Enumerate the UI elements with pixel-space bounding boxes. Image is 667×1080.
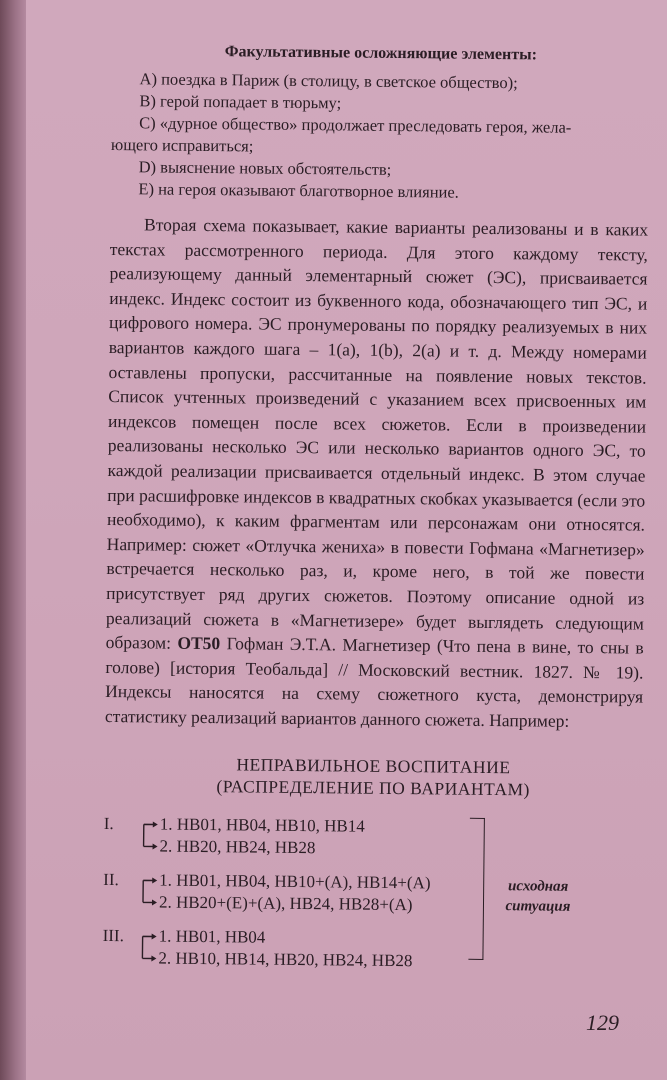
branch-arrow-icon — [138, 933, 160, 963]
bracket-label-line-1: исходная — [507, 878, 569, 896]
option-d: D) выяснение новых обстоятельств; — [138, 157, 392, 179]
variant-line-1: 1. НВ01, НВ04, НВ10, НВ14 — [159, 815, 365, 837]
paragraph-text-2: Гофман Э.Т.А. Магнетизер (Что пена в вине, то сны в голове) [история Теобальда] // Московский вестник. 1827. № 19). Индексы наносятся на схему сюжетного куста, демонстрируя статистику реализаций вариантов данного сюжета. Например: — [104, 633, 644, 731]
diagram-title-line-2: (РАСПРЕДЕЛЕНИЕ ПО ВАРИАНТАМ) — [216, 776, 531, 800]
book-page — [26, 0, 667, 1080]
group-numeral: II. — [103, 870, 119, 890]
bracket-label-line-2: ситуация — [505, 898, 571, 916]
bracket-label — [493, 877, 583, 918]
page-content — [102, 42, 650, 990]
variant-line-2: 2. НВ20+(Е)+(А), НВ24, НВ28+(А) — [158, 893, 413, 915]
variant-line-2: 2. НВ10, НВ14, НВ20, НВ24, НВ28 — [158, 949, 413, 971]
paragraph-text-1: Вторая схема показывает, какие варианты реализованы и в каких текстах рассмотренного периода. Для этого каждому тексту, реализующему данный элементарный сюжет (ЭС), присваивается индекс. Индекс состоит из буквенного кода, обозначающего тип ЭС, и цифрового номера. ЭС пронумерованы по порядку реализуемых в них вариантов каждого шага – 1(a), 1(b), 2(a) и т. д. Между номерами оставлены пропуски, рассчитанные на появление новых текстов. Список учтенных произведений с указанием всех присвоенных им индексов помещен после всех сюжетов. Если в произведении реализованы несколько ЭС или несколько вариантов одного ЭС, то каждой реализации присваивается отдельный индекс. В этом случае при расшифровке индексов в квадратных скобках указывается (если это необходимо), к каким фрагментам или персонажам они относятся. Например: сюжет «Отлучка жениха» в повести Гофмана «Магнетизер» встречается несколько раз, и, кроме него, в той же повести присутствует ряд других сюжетов. Поэтому описание одной из реализаций сюжета в «Магнетизере» будет выглядеть следующим образом: — [105, 214, 649, 653]
branch-arrow-icon — [139, 877, 161, 907]
option-c-continuation: ющего исправиться; — [110, 134, 254, 156]
page-number: 129 — [586, 1010, 619, 1035]
branch-arrow-icon — [140, 821, 162, 851]
group-numeral: III. — [102, 926, 124, 946]
grouping-bracket — [468, 818, 484, 960]
section-heading: Факультативные осложняющие элементы: — [224, 43, 538, 64]
variant-line-1: 1. НВ01, НВ04 — [158, 927, 266, 948]
body-paragraph — [105, 212, 648, 734]
option-c: С) «дурное общество» продолжает преследовать героя, жела- ющего исправиться; — [111, 112, 649, 162]
example-index: ОТ50 — [177, 632, 221, 654]
variant-line-1: 1. НВ01, НВ04, НВ10+(А), НВ14+(А) — [159, 871, 431, 893]
option-b: В) герой попадает в тюрьму; — [139, 91, 342, 113]
plot-bush-diagram — [102, 814, 642, 990]
variant-line-2: 2. НВ20, НВ24, НВ28 — [159, 837, 316, 858]
group-numeral: I. — [103, 814, 114, 834]
option-a: А) поездка в Париж (в столицу, в светское общество); — [139, 69, 518, 93]
diagram-title — [104, 752, 642, 802]
option-e: Е) на героя оказывают благотворное влияние. — [138, 179, 459, 202]
diagram-title-line-1: НЕПРАВИЛЬНОЕ ВОСПИТАНИЕ — [236, 754, 511, 778]
adjacent-page-edge — [0, 0, 26, 1080]
